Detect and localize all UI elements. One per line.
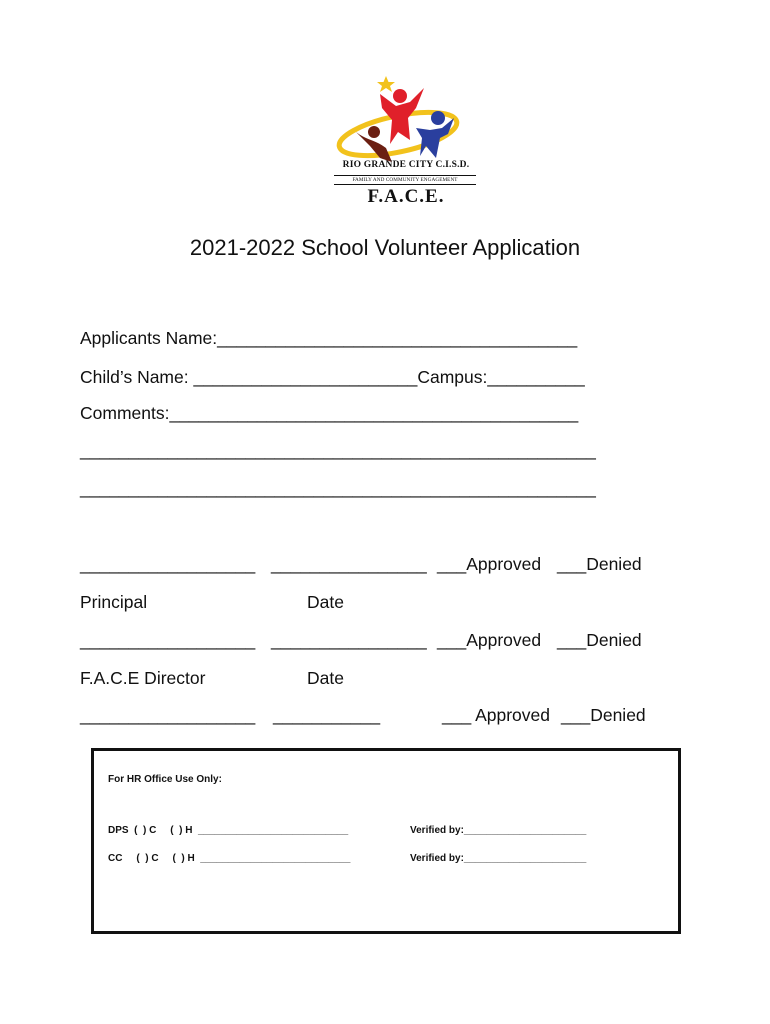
principal-label: Principal xyxy=(80,592,148,612)
applicant-name-field[interactable]: Applicants Name:_____________________________________ xyxy=(80,328,578,348)
director-denied[interactable]: ___Denied xyxy=(557,630,642,650)
director-date-line[interactable]: ________________ xyxy=(271,630,427,650)
principal-date-label: Date xyxy=(307,592,344,612)
principal-denied[interactable]: ___Denied xyxy=(557,554,642,574)
page-title: 2021-2022 School Volunteer Application xyxy=(189,235,581,260)
third-signature-line[interactable]: __________________ xyxy=(80,705,256,725)
director-date-label: Date xyxy=(307,668,344,688)
logo-subtitle: FAMILY AND COMMUNITY ENGAGEMENT xyxy=(334,175,476,185)
comments-line-2[interactable]: _____________________________________________________ xyxy=(80,478,596,498)
hr-cc-row[interactable]: CC ( ) C ( ) H ___________________________ xyxy=(108,853,351,864)
third-date-line[interactable]: ___________ xyxy=(273,705,381,725)
director-approved[interactable]: ___Approved xyxy=(437,630,542,650)
comments-line-1[interactable]: _____________________________________________________ xyxy=(80,440,596,460)
comments-field[interactable]: Comments:__________________________________________ xyxy=(80,403,579,423)
child-campus-field[interactable]: Child’s Name: _______________________Campus:__________ xyxy=(80,367,585,387)
hr-heading: For HR Office Use Only: xyxy=(108,774,222,785)
principal-date-line[interactable]: ________________ xyxy=(271,554,427,574)
third-approved[interactable]: ___ Approved xyxy=(442,705,551,725)
principal-signature-line[interactable]: __________________ xyxy=(80,554,256,574)
principal-approved[interactable]: ___Approved xyxy=(437,554,542,574)
third-denied[interactable]: ___Denied xyxy=(561,705,646,725)
hr-dps-verified[interactable]: Verified by:______________________ xyxy=(410,825,587,836)
hr-dps-row[interactable]: DPS ( ) C ( ) H ___________________________ xyxy=(108,825,349,836)
logo-acronym: F.A.C.E. xyxy=(367,186,445,207)
director-label: F.A.C.E Director xyxy=(80,668,206,688)
logo-org-name: RIO GRANDE CITY C.I.S.D. xyxy=(342,160,470,170)
hr-cc-verified[interactable]: Verified by:______________________ xyxy=(410,853,587,864)
director-signature-line[interactable]: __________________ xyxy=(80,630,256,650)
